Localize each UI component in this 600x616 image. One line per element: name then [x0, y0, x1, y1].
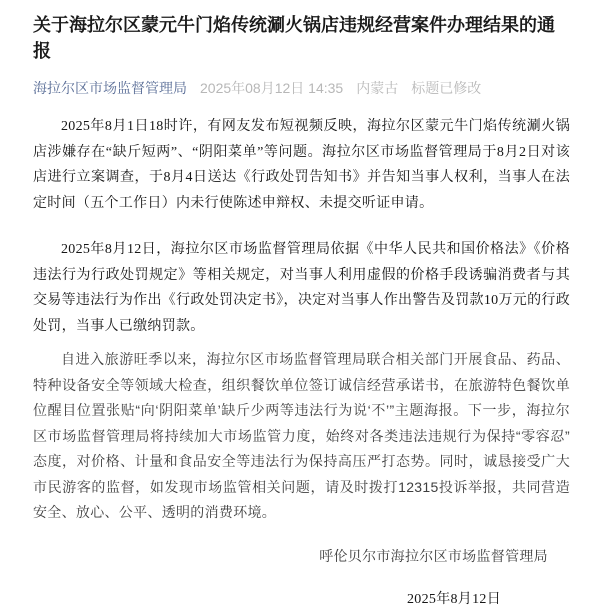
signature-date: 2025年8月12日 — [407, 592, 501, 607]
article-title: 关于海拉尔区蒙元牛门焰传统涮火锅店违规经营案件办理结果的通报 — [33, 15, 555, 61]
paragraph-supervision-measures: 自进入旅游旺季以来，海拉尔区市场监督管理局联合相关部门开展食品、药品、特种设备安全等领域大检查，组织餐饮单位签订诚信经营承诺书，在旅游特色餐饮单位醒目位置张贴“向‘阴阳菜单’缺斤少两等违法行为说‘不’”主题海报。下一步，海拉尔区市场监督管理局将持续加大市场监管力度，始终对各类违法违规行为保持“零容忍”态度，对价格、计量和食品安全等违法行为保持高压严打态势。同时，诚恳接受广大市民游客的监督，如发现市场监管相关问题，请及时拨打12315投诉举报，共同营造安全、放心、公平、透明的消费环境。 — [33, 351, 570, 520]
article-meta — [33, 78, 570, 98]
publish-location: 内蒙古 — [356, 80, 399, 96]
publish-datetime: 2025年08月12日 14:35 — [200, 80, 344, 96]
signature-organization: 呼伦贝尔市海拉尔区市场监督管理局 — [319, 547, 548, 564]
title-modified-note: 标题已修改 — [411, 80, 482, 96]
article-body — [33, 114, 570, 613]
account-name-link[interactable]: 海拉尔区市场监督管理局 — [33, 80, 187, 96]
paragraph-case-report: 2025年8月1日18时许，有网友发布短视频反映，海拉尔区蒙元牛门焰传统涮火锅店涉嫌存在“缺斤短两”、“阴阳菜单”等问题。海拉尔区市场监督管理局于8月2日对该店进行立案调查，于8月4日送达《行政处罚告知书》并告知当事人权利，当事人在法定时间（五个工作日）内未行使陈述申辩权、未提交听证申请。 — [33, 119, 570, 211]
paragraph-penalty-decision: 2025年8月12日，海拉尔区市场监督管理局依据《中华人民共和国价格法》《价格违法行为行政处罚规定》等相关规定，对当事人利用虚假的价格手段诱骗消费者与其交易等违法行为作出《行政处罚决定书》，决定对当事人作出警告及罚款10万元的行政处罚，当事人已缴纳罚款。 — [33, 242, 570, 334]
